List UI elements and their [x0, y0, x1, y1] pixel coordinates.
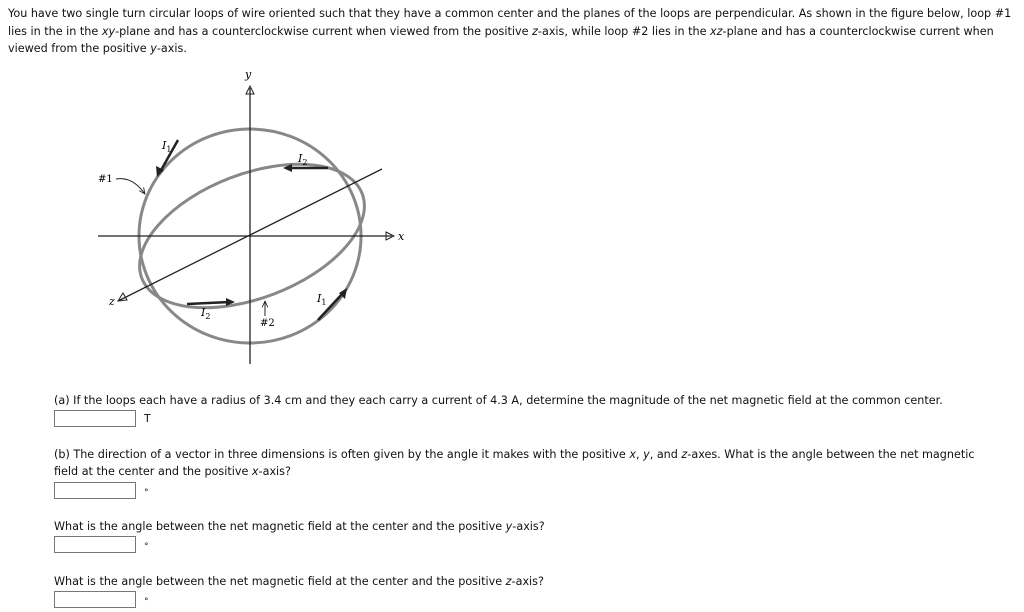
question-a: (a) If the loops each have a radius of 3.4 cm and they each carry a current of 4.3 A, determine the magnitude of the net magnetic field at the common center. — [54, 394, 943, 407]
answer-row-y — [54, 535, 149, 554]
current-label-i2-top: $I_2$ — [298, 152, 308, 167]
degree-unit-x: ° — [144, 487, 149, 498]
current-label-i1-top: $I_1$ — [162, 139, 172, 154]
question-y-angle: What is the angle between the net magnetic field at the center and the positive y-axis? — [54, 520, 545, 533]
loop-2-label: #2 — [260, 318, 275, 329]
answer-row-x — [54, 481, 149, 500]
current-label-i2-bottom: $I_2$ — [201, 306, 211, 321]
current-arrow-i2-bottom — [187, 302, 230, 304]
x-axis-label: x — [398, 230, 405, 243]
two-loops-figure — [85, 64, 425, 364]
tesla-unit: T — [144, 412, 151, 425]
angle-y-input[interactable] — [54, 536, 136, 553]
loop-1-label: #1 — [98, 174, 113, 185]
answer-row-z — [54, 590, 149, 609]
question-z-angle: What is the angle between the net magnetic field at the center and the positive z-axis? — [54, 575, 544, 588]
answer-row-a — [54, 409, 151, 428]
degree-unit-y: ° — [144, 541, 149, 552]
magnitude-input[interactable] — [54, 410, 136, 427]
y-axis-label: y — [245, 68, 252, 81]
loop-1-pointer — [116, 179, 145, 194]
current-label-i1-bottom: $I_1$ — [317, 292, 327, 307]
angle-z-input[interactable] — [54, 591, 136, 608]
problem-statement: You have two single turn circular loops of wire oriented such that they have a common center and the planes of the loops are perpendicular. As shown in the figure below, loop #1 lies in the in the xy-plane and has a counterclockwise current when viewed from the positive z-axis, while loop #2 lies in the xz-plane and has a counterclockwise current when viewed from the positive y-axis. — [8, 7, 1012, 55]
angle-x-input[interactable] — [54, 482, 136, 499]
z-axis-label: z — [109, 295, 115, 308]
degree-unit-z: ° — [144, 596, 149, 607]
question-b: (b) The direction of a vector in three dimensions is often given by the angle it makes with the positive x, y, and z-axes. What is the angle between the net magnetic field at the center and the positive x-axis? — [54, 448, 975, 478]
